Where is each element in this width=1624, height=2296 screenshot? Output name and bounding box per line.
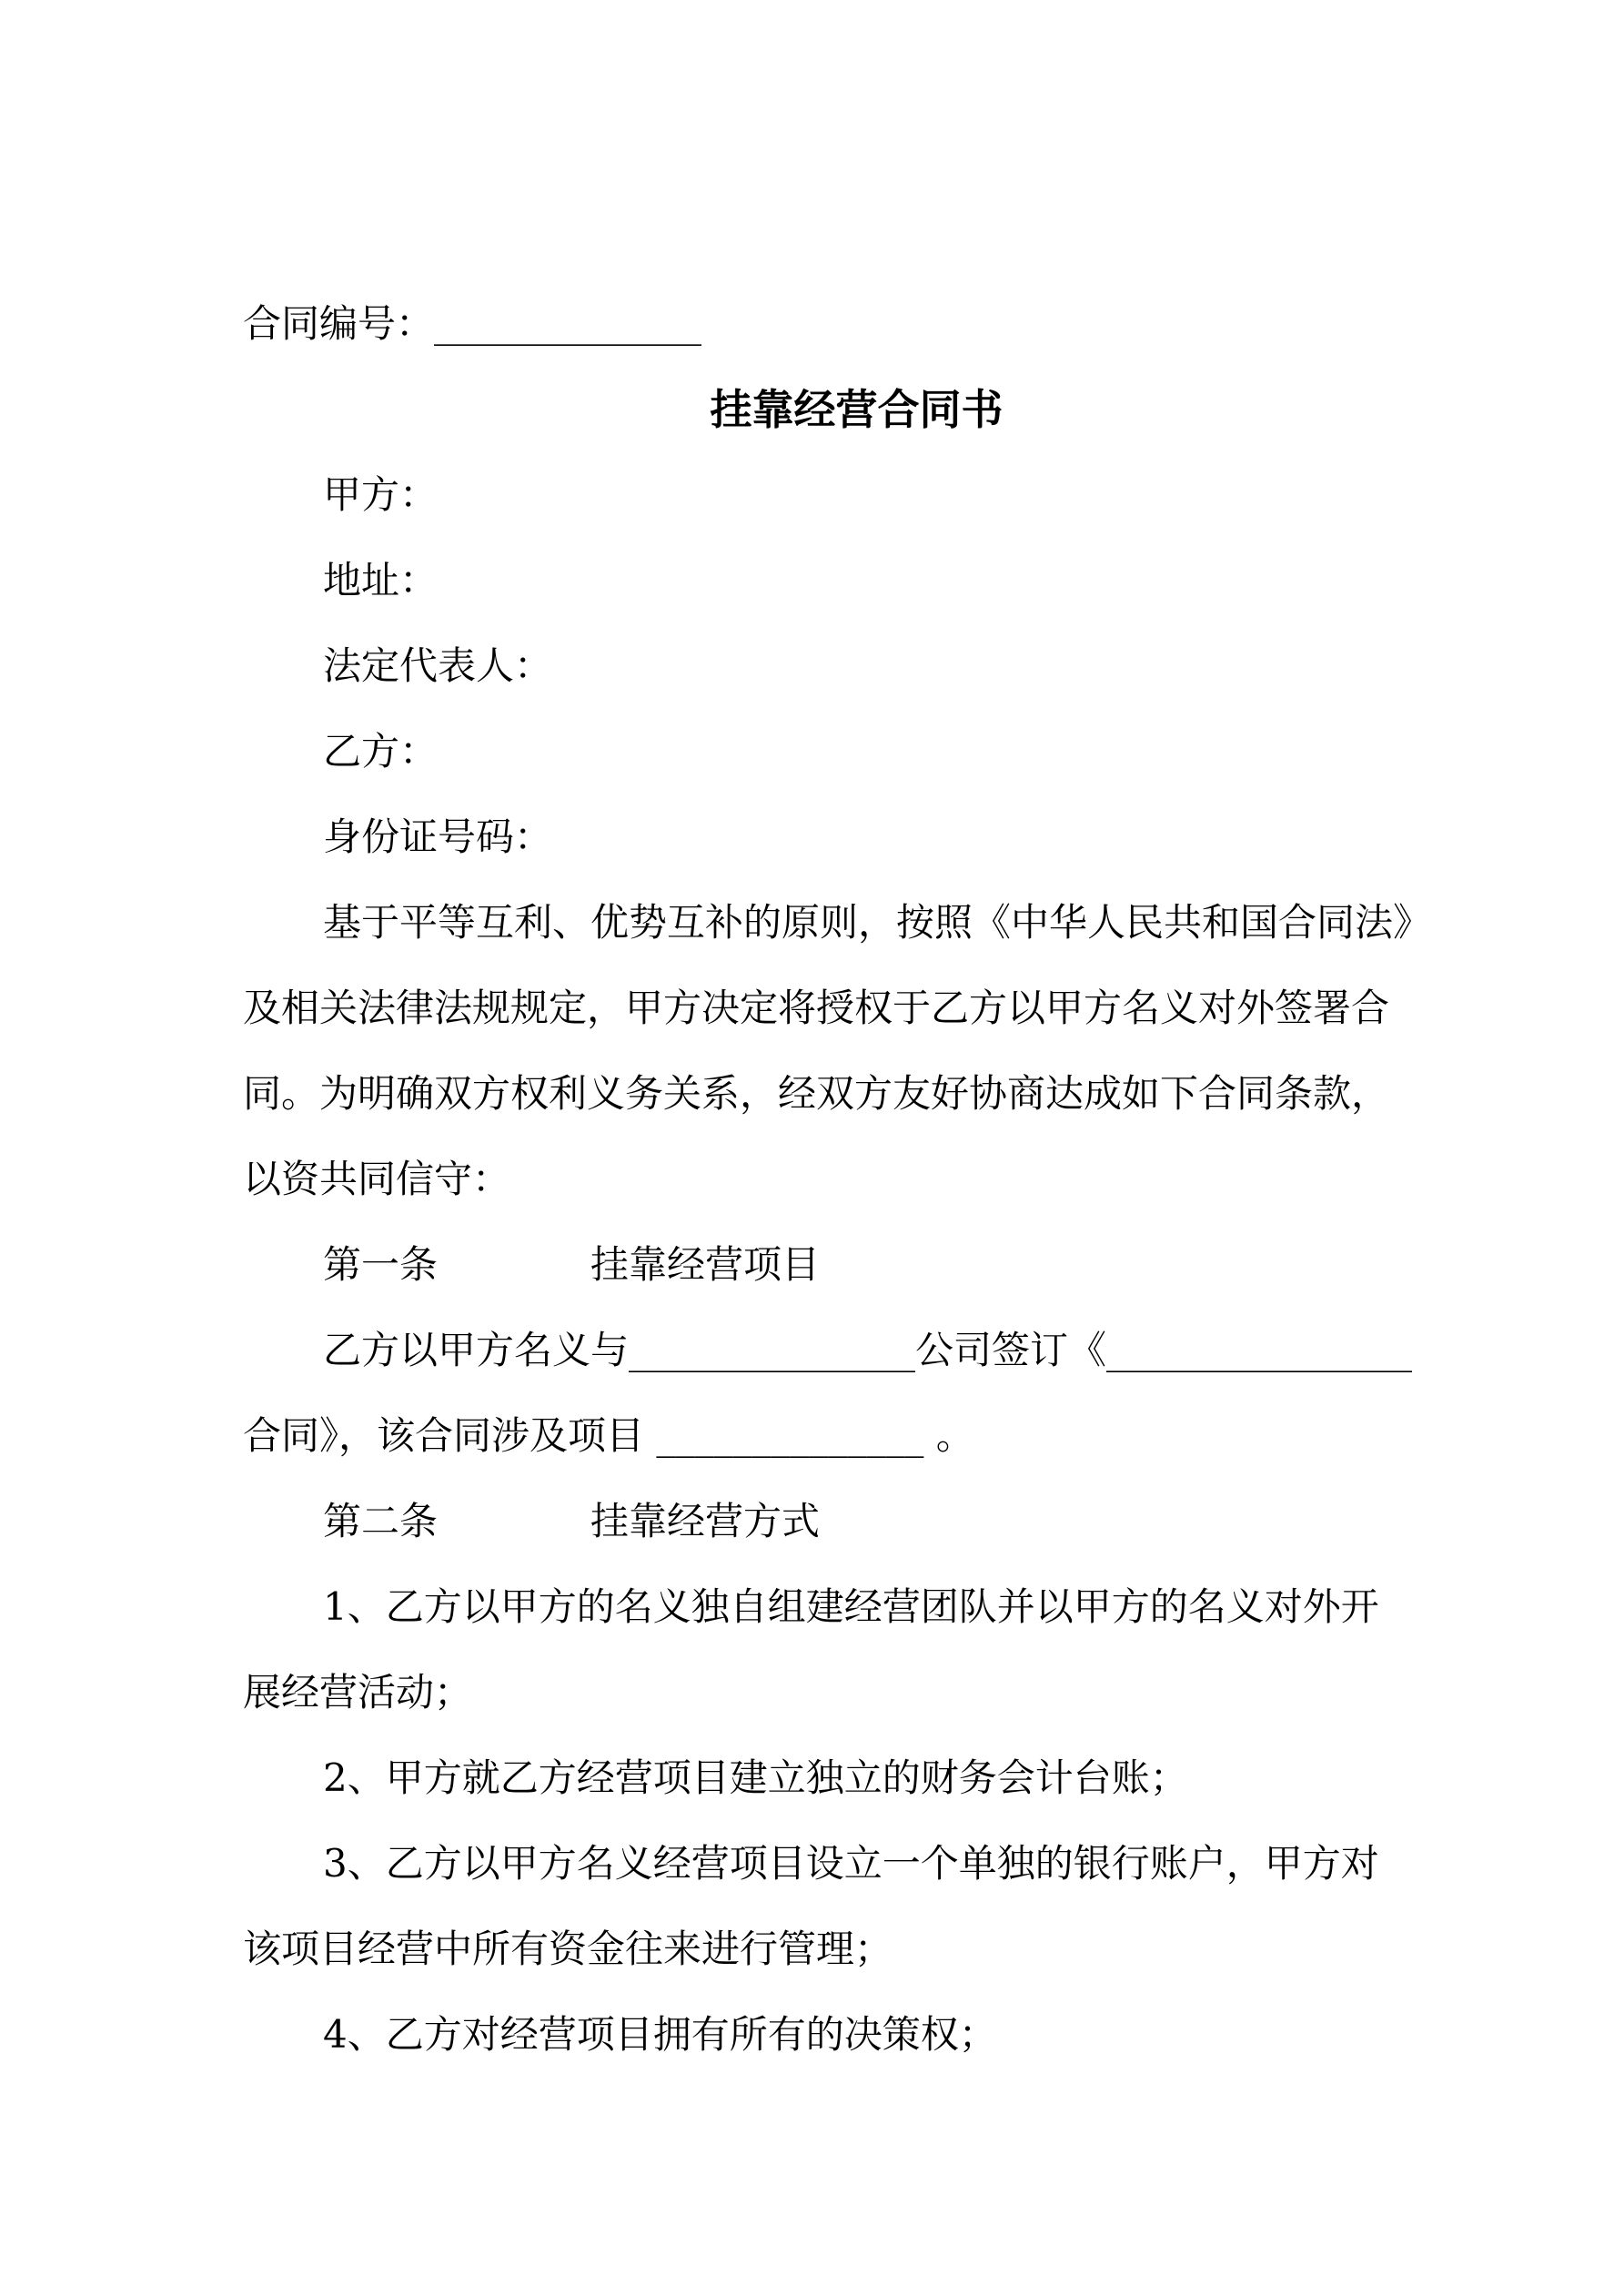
clause-1-line-1: 乙方以甲方名义与_______________公司签订《________________ — [323, 1328, 1413, 1372]
preamble-line-4: 以资共同信守： — [243, 1157, 511, 1201]
clause-2-item-1-line-1: 1、乙方以甲方的名义独自组建经营团队并以甲方的名义对外开 — [323, 1584, 1379, 1629]
document-title: 挂靠经营合同书 — [710, 385, 1004, 434]
preamble-line-3: 同。为明确双方权利义务关系，经双方友好协商达成如下合同条款， — [243, 1071, 1390, 1116]
clause-1-heading: 第一条 挂靠经营项目 — [323, 1242, 821, 1287]
id-number-label: 身份证号码： — [323, 814, 553, 859]
clause-2-item-3-line-2: 该项目经营中所有资金往来进行管理； — [243, 1927, 893, 1971]
clause-2-item-3-line-1: 3、乙方以甲方名义经营项目设立一个单独的银行账户，甲方对 — [323, 1841, 1379, 1886]
clause-1-line-2: 合同》，该合同涉及项目 ______________ 。 — [243, 1413, 974, 1458]
contract-number-line: 合同编号：______________ — [243, 301, 702, 346]
preamble-line-2: 及相关法律法规规定，甲方决定将授权于乙方以甲方名义对外签署合 — [243, 986, 1390, 1030]
clause-2-heading: 第二条 挂靠经营方式 — [323, 1499, 821, 1543]
party-b-label: 乙方： — [323, 729, 439, 774]
legal-representative-label: 法定代表人： — [323, 643, 553, 688]
clause-2-item-1-line-2: 展经营活动； — [243, 1670, 473, 1714]
party-a-label: 甲方： — [323, 472, 439, 517]
address-label: 地址： — [323, 558, 439, 602]
clause-2-item-4: 4、乙方对经营项目拥有所有的决策权； — [323, 2012, 997, 2057]
preamble-line-1: 基于平等互利、优势互补的原则，按照《中华人民共和国合同法》 — [323, 900, 1432, 945]
clause-2-item-2: 2、甲方就乙方经营项目建立独立的财务会计台账； — [323, 1755, 1188, 1800]
